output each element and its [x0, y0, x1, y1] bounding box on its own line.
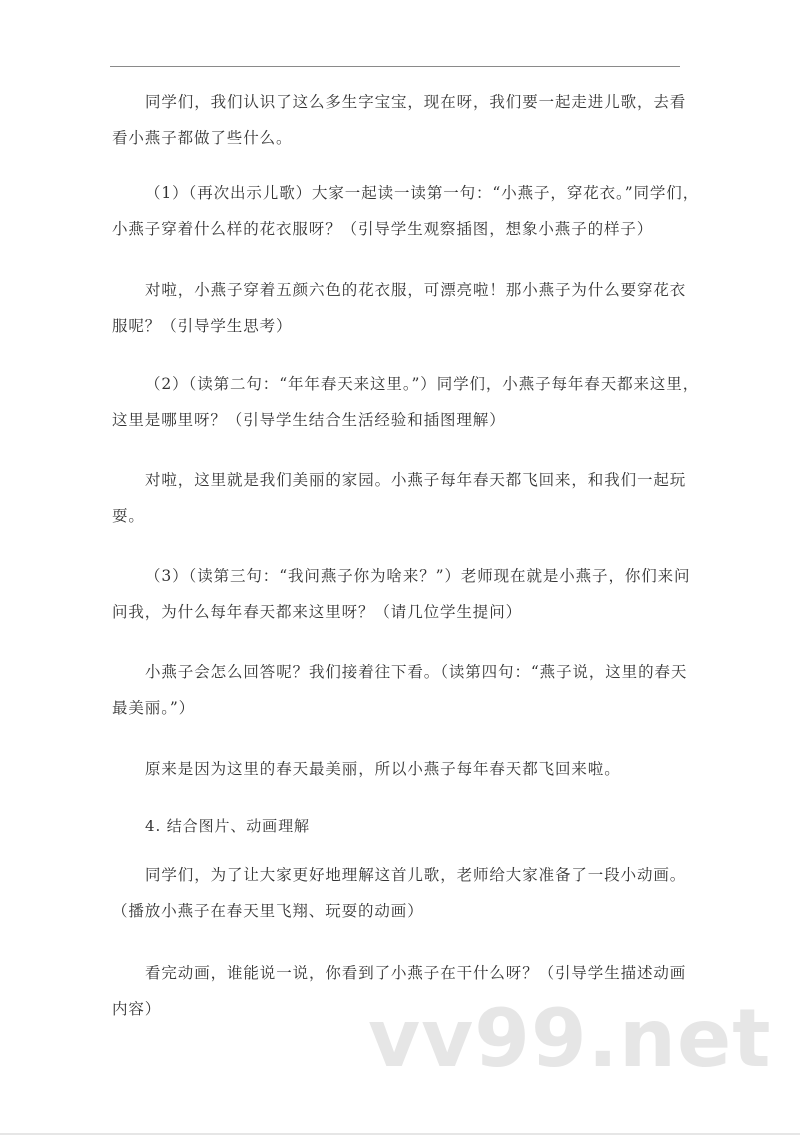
text-line: 对啦，小燕子穿着五颜六色的花衣服，可漂亮啦！那小燕子为什么要穿花衣 — [145, 281, 687, 299]
text-line: 耍。 — [112, 507, 145, 525]
text-line: （1）（再次出示儿歌）大家一起读一读第一句：“小燕子，穿花衣。”同学们， — [145, 184, 700, 202]
paragraph-intro — [112, 84, 692, 156]
paragraph-step-1 — [112, 175, 700, 247]
paragraph-step-2-followup — [112, 462, 692, 534]
text-line: 服呢？（引导学生思考） — [112, 317, 293, 335]
text-line: 这里是哪里呀？（引导学生结合生活经验和插图理解） — [112, 411, 506, 429]
paragraph-step-2 — [112, 366, 700, 438]
paragraph-animation — [112, 857, 692, 929]
text-line: 对啦，这里就是我们美丽的家园。小燕子每年春天都飞回来，和我们一起玩 — [145, 471, 687, 489]
paragraph-conclusion — [112, 751, 692, 787]
text-line: 问我，为什么每年春天都来这里呀？（请几位学生提问） — [112, 603, 523, 621]
text-line: 原来是因为这里的春天最美丽，所以小燕子每年春天都飞回来啦。 — [145, 760, 621, 778]
watermark: vv99.net — [368, 992, 772, 1085]
text-line: 看小燕子都做了些什么。 — [112, 129, 293, 147]
text-line: （播放小燕子在春天里飞翔、玩耍的动画） — [112, 902, 424, 920]
text-line: 看完动画，谁能说一说，你看到了小燕子在干什么呀？（引导学生描述动画 — [145, 964, 687, 982]
text-line: 同学们，为了让大家更好地理解这首儿歌，老师给大家准备了一段小动画。 — [145, 866, 687, 884]
text-line: （2）（读第二句：“年年春天来这里。”）同学们，小燕子每年春天都来这里， — [145, 375, 700, 393]
text-line: 小燕子穿着什么样的花衣服呀？（引导学生观察插图，想象小燕子的样子） — [112, 220, 654, 238]
text-line: 最美丽。”） — [112, 699, 196, 717]
paragraph-step-1-followup — [112, 272, 692, 344]
page-bottom-edge — [0, 1133, 800, 1135]
text-line: 同学们，我们认识了这么多生字宝宝，现在呀，我们要一起走进儿歌，去看 — [145, 93, 687, 111]
text-line: 内容） — [112, 1000, 162, 1018]
text-line: （3）（读第三句：“我问燕子你为啥来？”）老师现在就是小燕子，你们来问 — [145, 567, 691, 585]
paragraph-step-3 — [112, 558, 692, 630]
header-rule — [110, 66, 680, 67]
text-line: 小燕子会怎么回答呢？我们接着往下看。（读第四句：“燕子说，这里的春天 — [145, 663, 688, 681]
section-heading: 4. 结合图片、动画理解 — [145, 817, 310, 835]
paragraph-step-3-followup — [112, 654, 692, 726]
